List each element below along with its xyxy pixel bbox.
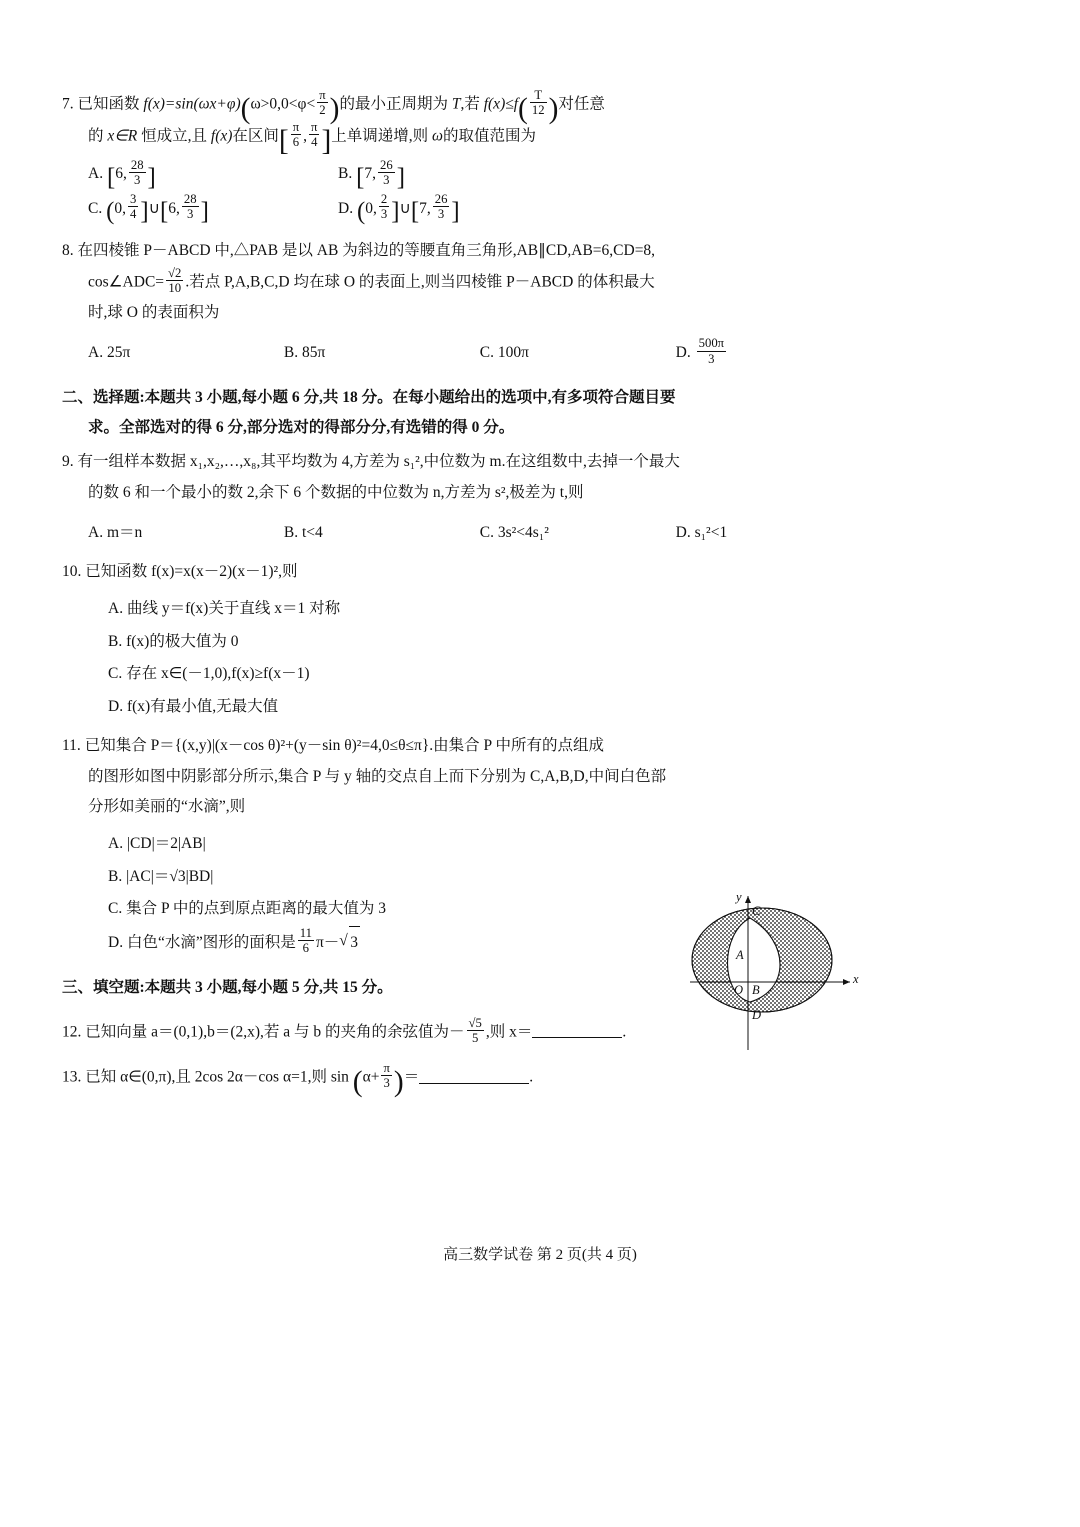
- bracket-open-icon: [: [106, 164, 116, 192]
- question-8: [62, 236, 852, 328]
- option-11-a[interactable]: [62, 828, 852, 861]
- question-13-text-pre: 已知 α∈(0,π),且 2cos 2α－cos α=1,则 sin: [85, 1068, 349, 1086]
- paren-open-icon: (: [356, 198, 366, 226]
- option-label: C.: [108, 900, 123, 918]
- option-label: D.: [108, 697, 124, 715]
- question-7-line-2: 的 x∈R 恒成立,且 f(x)在区间[ $\frac{\pi}{6}$ , $\frac{\pi}{4}$ ]上单调递增,则 ω的取值范围为: [88, 119, 536, 157]
- option-label: D.: [108, 933, 124, 951]
- option-8-b[interactable]: [284, 334, 480, 371]
- fraction-denominator: 6: [291, 134, 301, 149]
- question-7: [62, 88, 852, 157]
- question-13-text-post: ＝: [403, 1068, 420, 1086]
- fraction: [467, 1016, 484, 1045]
- option-10-b[interactable]: [62, 626, 852, 659]
- question-7-post: 对任意: [558, 95, 605, 113]
- option-text: t<4: [301, 523, 323, 541]
- bracket-open-icon: [: [159, 198, 169, 226]
- fraction-denominator: 3: [129, 172, 146, 187]
- fraction-denominator: 4: [309, 134, 319, 149]
- option-9-c[interactable]: [480, 514, 676, 551]
- fraction-numerator: 28: [130, 157, 144, 172]
- option-text: s₁²<1: [694, 523, 728, 541]
- question-9-options: [62, 514, 852, 551]
- fraction: [530, 88, 547, 117]
- option-text: 3s²<4s₁²: [497, 523, 549, 541]
- question-7-options-row-2: [62, 192, 852, 226]
- option-label: A.: [108, 600, 124, 618]
- question-11-number: 11.: [62, 737, 81, 755]
- option-label: D.: [338, 199, 354, 217]
- fraction-numerator: π: [383, 1061, 390, 1076]
- question-11-text-1: 已知集合 P＝{(x,y)|(x－cos θ)²+(y－sin θ)²=4,0≤θ≤π}.由集合 P 中所有的点组成: [84, 737, 604, 755]
- question-7-cond: ω>0,0<φ<: [250, 95, 316, 113]
- option-value: 7: [364, 165, 373, 183]
- option-value: 0: [365, 199, 373, 217]
- fraction-numerator: 26: [434, 192, 448, 207]
- fraction: [309, 120, 319, 149]
- section-2-heading: [62, 383, 852, 443]
- fraction-denominator: 4: [129, 207, 137, 222]
- point-label-d: D: [752, 1008, 762, 1022]
- option-label: A.: [88, 523, 104, 541]
- question-12-text-post: ,则 x＝: [485, 1023, 533, 1040]
- question-8-text-3: 时,球 O 的表面积为: [88, 303, 220, 321]
- bracket-close-icon: ]: [147, 164, 156, 192]
- option-label: A.: [88, 343, 104, 361]
- question-7-fx: f(x): [210, 127, 233, 145]
- option-value-2: 6: [168, 199, 176, 217]
- question-7-func: f(x)=sin(ωx+φ): [143, 95, 241, 113]
- question-10: [62, 557, 852, 587]
- bracket-close-icon: ]: [396, 164, 405, 192]
- axis-label-x: x: [853, 972, 859, 986]
- question-7-fle: f(x)≤f: [483, 95, 519, 113]
- fraction-numerator: 500π: [698, 336, 725, 351]
- fraction-numerator: π: [319, 88, 326, 102]
- answer-blank[interactable]: [532, 1022, 622, 1039]
- fraction-denominator: 2: [317, 102, 327, 117]
- point-label-c: C: [752, 904, 761, 918]
- option-text: 85π: [301, 343, 326, 361]
- question-7-T: T: [451, 95, 461, 113]
- question-8-text-1: 在四棱锥 P－ABCD 中,△PAB 是以 AB 为斜边的等腰直角三角形,AB∥CD,AB=6,CD=8,: [77, 241, 656, 259]
- option-label: A.: [108, 835, 124, 853]
- option-value: 6: [115, 165, 123, 183]
- fraction-numerator: 26: [379, 157, 393, 172]
- paren-open-icon: (: [240, 93, 251, 126]
- question-7-line2-mid: 恒成立,且: [141, 127, 208, 145]
- option-label: B.: [108, 632, 123, 650]
- option-9-b[interactable]: [284, 514, 480, 551]
- annulus-diagram: [690, 890, 920, 1060]
- question-11-figure: [690, 890, 920, 1060]
- section-2-title: 二、选择题:: [62, 388, 145, 406]
- option-label: C.: [88, 199, 103, 217]
- bracket-close-icon: ]: [200, 198, 209, 226]
- fraction: [182, 192, 199, 221]
- question-11-line-1: [62, 731, 852, 761]
- question-13-line-1: [62, 1061, 852, 1099]
- paren-close-icon: ): [548, 93, 559, 126]
- fraction-numerator: π: [292, 119, 300, 134]
- fraction: [381, 1061, 391, 1090]
- question-13-inner: α+: [362, 1068, 380, 1086]
- section-2-line-2: 求。全部选对的得 6 分,部分选对的得部分分,有选错的得 0 分。: [88, 419, 515, 437]
- question-8-cos: cos∠ADC=: [88, 273, 165, 291]
- question-7-options-row-1: [62, 157, 852, 191]
- fraction-numerator: √2: [168, 265, 182, 280]
- question-11-text-3: 分形如美丽的“水滴”,则: [88, 797, 246, 815]
- question-8-number: 8.: [62, 241, 74, 259]
- question-13-tail: .: [529, 1068, 534, 1086]
- y-axis-arrow-icon: [745, 896, 751, 903]
- fraction-denominator: 3: [381, 1075, 391, 1090]
- question-10-line-1: [62, 557, 852, 587]
- section-3-title: 三、填空题:: [62, 979, 145, 997]
- option-label: D.: [675, 343, 691, 361]
- bracket-open-icon: [: [410, 198, 420, 226]
- option-7-c[interactable]: C. (0, $\frac{3}{4}$ ]∪[6, $\frac{28}{3}$ ]: [88, 192, 209, 226]
- fraction-numerator: 2: [380, 192, 388, 207]
- option-label: C.: [108, 665, 123, 683]
- option-8-d[interactable]: [676, 334, 852, 371]
- question-8-text-2: .若点 P,A,B,C,D 均在球 O 的表面上,则当四棱锥 P－ABCD 的体积最大: [185, 273, 655, 291]
- option-8-a[interactable]: [88, 334, 284, 371]
- page-footer: 高三数学试卷 第 2 页(共 4 页): [443, 1247, 637, 1263]
- question-9-line-1: [62, 447, 852, 477]
- question-8-line-1: [62, 236, 852, 266]
- fraction-numerator: √5: [468, 1015, 482, 1030]
- option-label: B.: [108, 867, 123, 885]
- option-label: B.: [283, 523, 299, 541]
- fraction: [298, 926, 314, 955]
- fraction-denominator: 3: [697, 351, 726, 366]
- paren-close-icon: ): [393, 1066, 404, 1099]
- question-13: [62, 1061, 852, 1099]
- question-7-line-1: 7. 已知函数 f(x)=sin(ωx+φ)(ω>0,0<φ< $\frac{\pi}{2}$ )的最小正周期为 T,若 f(x)≤f( $\frac{T}{12}$ )对任意: [62, 88, 605, 126]
- option-9-a[interactable]: [88, 514, 284, 551]
- bracket-open-icon: [: [278, 124, 289, 157]
- bracket-close-icon: ]: [391, 198, 400, 226]
- fraction: [317, 88, 327, 117]
- option-text: |CD|＝2|AB|: [126, 835, 206, 853]
- point-label-o: O: [734, 983, 744, 997]
- option-text: |AC|＝√3|BD|: [126, 867, 214, 885]
- fraction: [128, 192, 138, 221]
- fraction-denominator: 10: [166, 280, 183, 295]
- fraction-denominator: 6: [298, 940, 314, 955]
- fraction-denominator: 12: [531, 103, 545, 118]
- option-text: 曲线 y＝f(x)关于直线 x＝1 对称: [126, 600, 341, 618]
- fraction-denominator: 5: [467, 1030, 484, 1045]
- fraction-denominator: 3: [378, 172, 395, 187]
- question-7-line2-end: 的取值范围为: [442, 127, 536, 145]
- option-10-c[interactable]: [62, 658, 852, 691]
- option-10-a[interactable]: [62, 593, 852, 626]
- question-7-mid: 的最小正周期为: [339, 95, 448, 113]
- x-axis-arrow-icon: [843, 979, 850, 985]
- question-10-text-1: 已知函数 f(x)=x(x－2)(x－1)²,则: [85, 563, 298, 581]
- option-11-b[interactable]: [62, 861, 852, 894]
- point-label-a: A: [736, 948, 744, 962]
- answer-blank[interactable]: [419, 1067, 529, 1084]
- fraction: [697, 336, 726, 365]
- fraction-numerator: 3: [129, 192, 137, 207]
- fraction: [433, 192, 450, 221]
- question-11-line-2: [62, 762, 852, 792]
- fraction: [291, 120, 301, 149]
- fraction-numerator: 11: [299, 926, 312, 941]
- fraction: [129, 158, 146, 187]
- paren-open-icon: (: [352, 1066, 363, 1099]
- question-8-options: [62, 334, 852, 371]
- option-label: A.: [88, 165, 104, 183]
- option-8-c[interactable]: [480, 334, 676, 371]
- fraction: [166, 266, 183, 295]
- question-8-line-2: [62, 266, 852, 298]
- option-text: 白色“水滴”图形的面积是 $\frac{11}{6}$ π－ √ 3: [127, 934, 360, 951]
- sqrt-icon: √ 3: [339, 926, 360, 960]
- option-7-a[interactable]: A. [6, $\frac{28}{3}$ ]: [88, 157, 156, 192]
- option-label: C.: [479, 523, 494, 541]
- paren-close-icon: ): [329, 93, 340, 126]
- option-text: 25π: [106, 343, 131, 361]
- axis-label-y: y: [736, 890, 742, 904]
- fraction-denominator: 3: [380, 207, 388, 222]
- option-value-2: 7: [419, 199, 427, 217]
- fraction-denominator: 3: [182, 206, 199, 221]
- paren-open-icon: (: [106, 198, 115, 226]
- question-8-line-3: [62, 298, 852, 328]
- fraction: [378, 158, 395, 187]
- bracket-close-icon: ]: [451, 198, 460, 226]
- option-text: f(x)的极大值为 0: [126, 632, 239, 650]
- option-text: f(x)有最小值,无最大值: [126, 697, 279, 715]
- question-7-domain: x∈R: [107, 127, 138, 145]
- fraction-numerator: π: [311, 119, 318, 134]
- option-label: C.: [479, 343, 494, 361]
- paren-open-icon: (: [518, 93, 528, 126]
- option-text: 100π: [497, 343, 529, 361]
- option-text: 存在 x∈(－1,0),f(x)≥f(x－1): [126, 665, 310, 683]
- fraction: [379, 192, 389, 221]
- question-7-line2-post: 上单调递增,则: [331, 127, 429, 145]
- question-9-text-2: 的数 6 和一个最小的数 2,余下 6 个数据的中位数为 n,方差为 s²,极差为 t,则: [88, 483, 584, 501]
- question-12-tail: .: [622, 1023, 627, 1040]
- fraction-denominator: 3: [433, 206, 450, 221]
- option-label: B.: [283, 343, 299, 361]
- bracket-open-icon: [: [356, 164, 365, 192]
- fraction-numerator: 28: [183, 192, 197, 207]
- option-label: D.: [675, 523, 691, 541]
- point-label-b: B: [752, 983, 760, 997]
- question-9-text-1: 有一组样本数据 x₁,x₂,…,x₈,其平均数为 4,方差为 s₁²,中位数为 m.在这组数中,去掉一个最大: [77, 453, 680, 471]
- question-7-line2-mid2: 在区间: [232, 127, 279, 145]
- question-7-number: 7.: [62, 95, 74, 113]
- question-12-text-pre: 已知向量 a＝(0,1),b＝(2,x),若 a 与 b 的夹角的余弦值为－: [85, 1023, 465, 1040]
- question-7-stem-1: 已知函数: [77, 95, 140, 113]
- option-7-b[interactable]: B. [7, $\frac{26}{3}$ ]: [338, 157, 405, 192]
- question-9-number: 9.: [62, 453, 74, 471]
- section-2-line-1: 本题共 3 小题,每小题 6 分,共 18 分。在每小题给出的选项中,有多项符合题目要: [144, 388, 676, 406]
- option-10-d[interactable]: [62, 691, 852, 724]
- option-label: B.: [338, 165, 353, 183]
- option-text: 集合 P 中的点到原点距离的最大值为 3: [126, 900, 387, 918]
- option-text: m＝n: [106, 523, 143, 541]
- question-7-line2-pre: 的: [88, 127, 104, 145]
- question-7-omega: ω: [432, 127, 443, 145]
- option-value: 0: [114, 199, 123, 217]
- question-12-number: 12.: [62, 1023, 82, 1040]
- question-11-text-2: 的图形如图中阴影部分所示,集合 P 与 y 轴的交点自上而下分别为 C,A,B,D,中间白色部: [88, 767, 667, 785]
- question-9: [62, 447, 852, 507]
- question-10-number: 10.: [62, 563, 82, 581]
- section-3-line-1: 本题共 3 小题,每小题 5 分,共 15 分。: [144, 979, 393, 997]
- fraction-numerator: T: [534, 88, 543, 102]
- question-9-line-2: [62, 478, 852, 508]
- option-7-d[interactable]: D. (0, $\frac{2}{3}$ ]∪[7, $\frac{26}{3}$ ]: [338, 192, 460, 226]
- question-11: [62, 731, 852, 822]
- option-9-d[interactable]: [676, 514, 852, 551]
- question-11-line-3: [62, 792, 852, 822]
- bracket-close-icon: ]: [321, 124, 332, 157]
- question-13-number: 13.: [62, 1068, 82, 1086]
- bracket-close-icon: ]: [140, 198, 149, 226]
